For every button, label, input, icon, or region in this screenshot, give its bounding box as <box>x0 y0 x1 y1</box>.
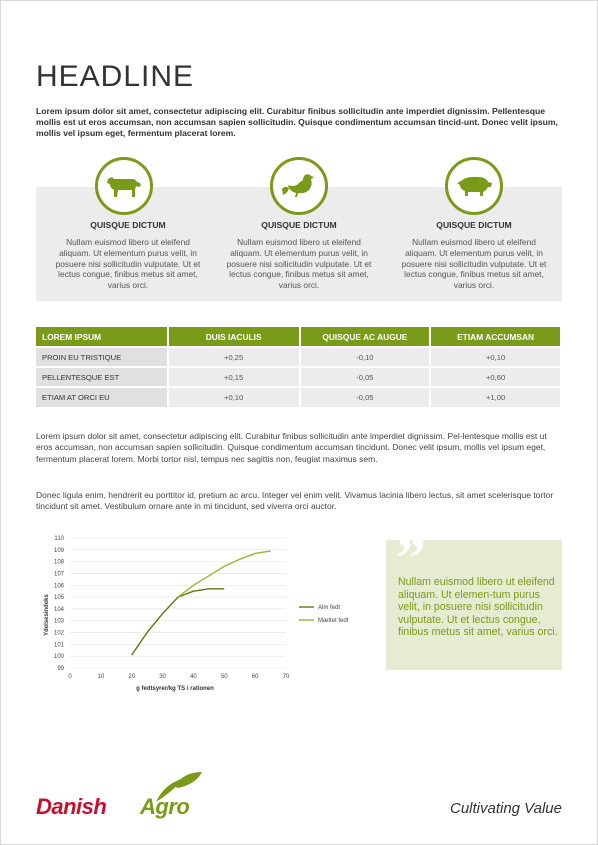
series-line <box>178 551 271 597</box>
chart-axes <box>54 536 290 680</box>
feature-text: Nullam euismod libero ut eleifend aliquam. Ut elementum purus velit, in posuere nisi sollicitudin vulputate. Ut et lectus congue, finibus metus sit amet, varius orci. <box>226 237 372 291</box>
x-tick-label: 0 <box>68 674 72 680</box>
table-row <box>36 367 561 387</box>
chart-svg <box>36 530 366 700</box>
logo-text-agro: Agro <box>140 794 190 819</box>
y-tick-label: 104 <box>53 606 64 613</box>
x-tick-label: 70 <box>282 674 290 680</box>
quote-box <box>386 525 562 670</box>
table-cell: +0,10 <box>168 387 300 407</box>
y-tick-label: 103 <box>53 618 64 625</box>
feature-title: QUISQUE DICTUM <box>90 220 166 230</box>
x-tick-label: 10 <box>97 674 105 680</box>
y-tick-label: 107 <box>53 571 64 578</box>
column-header: DUIS IACULIS <box>168 327 300 347</box>
table-header-row <box>36 327 561 347</box>
y-tick-label: 105 <box>53 595 64 602</box>
logo-text-danish: Danish <box>36 794 107 819</box>
table-cell: -0,05 <box>300 387 431 407</box>
table-row <box>36 347 561 367</box>
table-cell: +1,00 <box>430 387 561 407</box>
chart-legend <box>299 605 349 624</box>
x-tick-label: 60 <box>251 674 259 680</box>
table-cell: +0,15 <box>168 367 300 387</box>
table-row <box>36 387 561 407</box>
table-cell: +0,25 <box>168 347 300 367</box>
quote-mark: ” <box>396 525 426 591</box>
column-header: LOREM IPSUM <box>36 327 168 347</box>
row-label: ETIAM AT ORCI EU <box>36 387 168 407</box>
feature-text: Nullam euismod libero ut eleifend aliquam. Ut elementum purus velit, in posuere nisi sollicitudin vulputate. Ut et lectus congue, finibus metus sit amet, varius orci. <box>55 237 201 291</box>
y-tick-label: 99 <box>57 666 64 672</box>
chart-series <box>132 551 271 655</box>
y-tick-label: 110 <box>54 536 64 542</box>
y-tick-label: 108 <box>53 559 64 566</box>
page-headline: HEADLINE <box>36 60 195 93</box>
x-tick-label: 30 <box>159 674 166 680</box>
legend-label: Alm fedt <box>318 605 341 611</box>
feature-title: QUISQUE DICTUM <box>261 220 337 230</box>
row-label: PELLENTESQUE EST <box>36 367 168 387</box>
y-tick-label: 102 <box>53 630 64 637</box>
legend-label: Mættet fedt <box>318 618 349 624</box>
x-axis-label: g fedtsyrer/kg TS i rationen <box>136 686 214 692</box>
chicken-icon <box>270 157 328 215</box>
y-tick-label: 100 <box>53 654 64 661</box>
feature-text: Nullam euismod libero ut eleifend aliquam. Ut elementum purus velit, in posuere nisi sollicitudin vulputate. Ut et lectus congue, finibus metus sit amet, varius orci. <box>401 237 547 291</box>
y-tick-label: 101 <box>53 642 64 649</box>
table-cell: +0,60 <box>430 367 561 387</box>
feature-title: QUISQUE DICTUM <box>436 220 512 230</box>
column-header: QUISQUE AC AUGUE <box>300 327 431 347</box>
cow-icon <box>95 157 153 215</box>
brand-logo <box>36 770 206 830</box>
y-tick-label: 106 <box>53 583 64 590</box>
x-tick-label: 20 <box>128 674 136 680</box>
column-header: ETIAM ACCUMSAN <box>430 327 561 347</box>
y-axis-label: Ydelsesindeks <box>44 594 50 636</box>
chart-grid <box>70 538 286 668</box>
series-line <box>132 589 225 655</box>
table-cell: +0,10 <box>430 347 561 367</box>
row-label: PROIN EU TRISTIQUE <box>36 347 168 367</box>
y-tick-label: 109 <box>53 547 64 554</box>
body-paragraph: Lorem ipsum dolor sit amet, consectetur adipiscing elit. Curabitur finibus sollicitudin ante imperdiet dignissim. Pel-lentesque mollis est ut eros accumsan, non accumsan sapien sollicitudin. Quisque condimentum accumsan tincidunt. Donec velit ipsum, mollis vel ipsum eget, fermentum placerat lorem. Morbi tortor nisl, tempus nec sagittis non, feugiat maximus sem. <box>36 431 547 464</box>
x-tick-label: 50 <box>220 674 228 680</box>
tagline: Cultivating Value <box>449 800 562 817</box>
quote-text: Nullam euismod libero ut eleifend aliquam. Ut elemen-tum purus velit, in posuere nisi sollicitudin vulputate. Ut et lectus congue, finibus metus sit amet, varius orci. <box>398 576 558 639</box>
pig-icon <box>445 157 503 215</box>
body-paragraph: Donec ligula enim, hendrerit eu porttitor id, pretium ac arcu. Integer vel enim velit. Vivamus lacinia libero lectus, sit amet scelerisque tortor tincidunt sit amet. Vestibulum ornare ante in mi tincidunt, sed viverra orci auctor. <box>36 490 554 512</box>
table-cell: -0,05 <box>300 367 431 387</box>
data-table <box>36 327 562 407</box>
x-tick-label: 40 <box>190 674 197 680</box>
line-chart <box>36 530 366 700</box>
table-cell: -0,10 <box>300 347 431 367</box>
intro-paragraph: Lorem ipsum dolor sit amet, consectetur adipiscing elit. Curabitur finibus sollicitudin ante imperdiet dignissim. Pellentesque mollis est ut eros accumsan, non accumsan sapien sollicitudin. Quisque condimentum accumsan tincid-unt. Donec velit ipsum, mollis vel ipsum eget, fermentum placerat lorem. <box>36 106 558 139</box>
